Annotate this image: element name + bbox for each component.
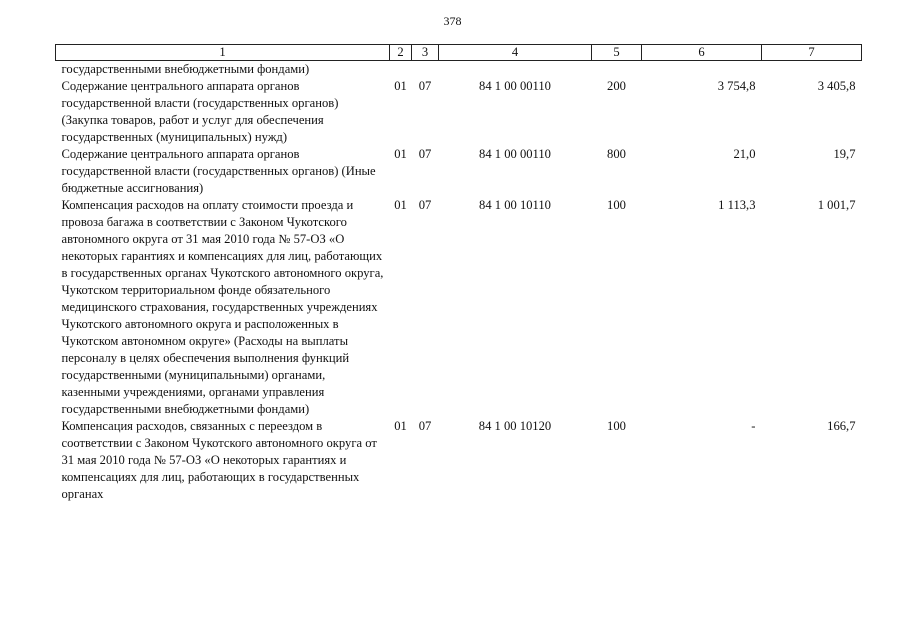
row-value1	[642, 61, 762, 79]
row-section: 01	[394, 198, 407, 212]
row-value2: 1 001,7	[817, 198, 856, 212]
col-header-subsection: 3	[412, 45, 439, 61]
row-name: Содержание центрального аппарата органов государственной власти (государственных органов) (Иные бюджетные ассигнования)	[61, 147, 376, 195]
table-row	[56, 197, 862, 418]
row-subsection: 07	[418, 198, 432, 212]
page-number: 378	[443, 14, 462, 28]
row-subsection: 07	[418, 79, 432, 93]
col-header-value1: 6	[642, 45, 762, 61]
row-section	[390, 61, 412, 79]
col-header-expense-type: 5	[592, 45, 642, 61]
row-section: 01	[394, 419, 407, 433]
col-header-name: 1	[56, 45, 390, 61]
row-name: государственными внебюджетными фондами)	[61, 62, 310, 76]
row-target: 84 1 00 00110	[479, 79, 551, 93]
row-expense-type	[592, 61, 642, 79]
table-row	[56, 78, 862, 146]
row-name: Компенсация расходов, связанных с переездом в соответствии с Законом Чукотского автономного округа от 31 мая 2010 года № 57-ОЗ «О некоторых гарантиях и компенсациях для лиц, работающих в государственных органах	[61, 419, 377, 501]
row-name: Компенсация расходов на оплату стоимости проезда и провоза багажа в соответствии с Законом Чукотского автономного округа от 31 мая 2010 года № 57-ОЗ «О некоторых гарантиях и компенсациях для лиц, работающих в государственных органах Чукотского автономного округа, Чукотском территориальном фонде обязательного медицинского страхования, государственных учреждениях Чукотского автономного округа и расположенных в Чукотском автономном округе» (Расходы на выплаты персоналу в целях обеспечения выполнения функций государственными (муниципальными) органами, казенными учреждениями, органами управления государственными внебюджетными фондами)	[61, 198, 384, 416]
budget-table	[55, 44, 862, 503]
row-value1: 21,0	[733, 147, 756, 161]
row-value2: 3 405,8	[817, 79, 856, 93]
table-row	[56, 418, 862, 503]
col-header-target: 4	[439, 45, 592, 61]
row-target: 84 1 00 10120	[478, 419, 552, 433]
row-value2	[762, 61, 862, 79]
row-value1: 3 754,8	[717, 79, 756, 93]
header-row	[56, 45, 862, 61]
row-expense-type: 100	[607, 419, 626, 433]
row-section: 01	[394, 147, 407, 161]
row-name: Содержание центрального аппарата органов государственной власти (государственных органов) (Закупка товаров, работ и услуг для обеспечения государственных (муниципальных) нужд)	[61, 79, 339, 144]
row-subsection: 07	[418, 147, 432, 161]
table-row	[56, 61, 862, 79]
row-value2: 19,7	[833, 147, 856, 161]
row-target: 84 1 00 10110	[479, 198, 551, 212]
row-subsection	[412, 61, 439, 79]
row-target: 84 1 00 00110	[479, 147, 551, 161]
row-value1: 1 113,3	[718, 198, 756, 212]
row-expense-type: 100	[607, 198, 626, 212]
row-target	[439, 61, 592, 79]
row-expense-type: 200	[607, 79, 626, 93]
row-value2: 166,7	[827, 419, 856, 433]
row-value1: -	[751, 419, 756, 433]
row-subsection: 07	[418, 419, 432, 433]
table-row	[56, 146, 862, 197]
col-header-value2: 7	[762, 45, 862, 61]
row-expense-type: 800	[607, 147, 626, 161]
row-section: 01	[394, 79, 407, 93]
col-header-section: 2	[390, 45, 412, 61]
